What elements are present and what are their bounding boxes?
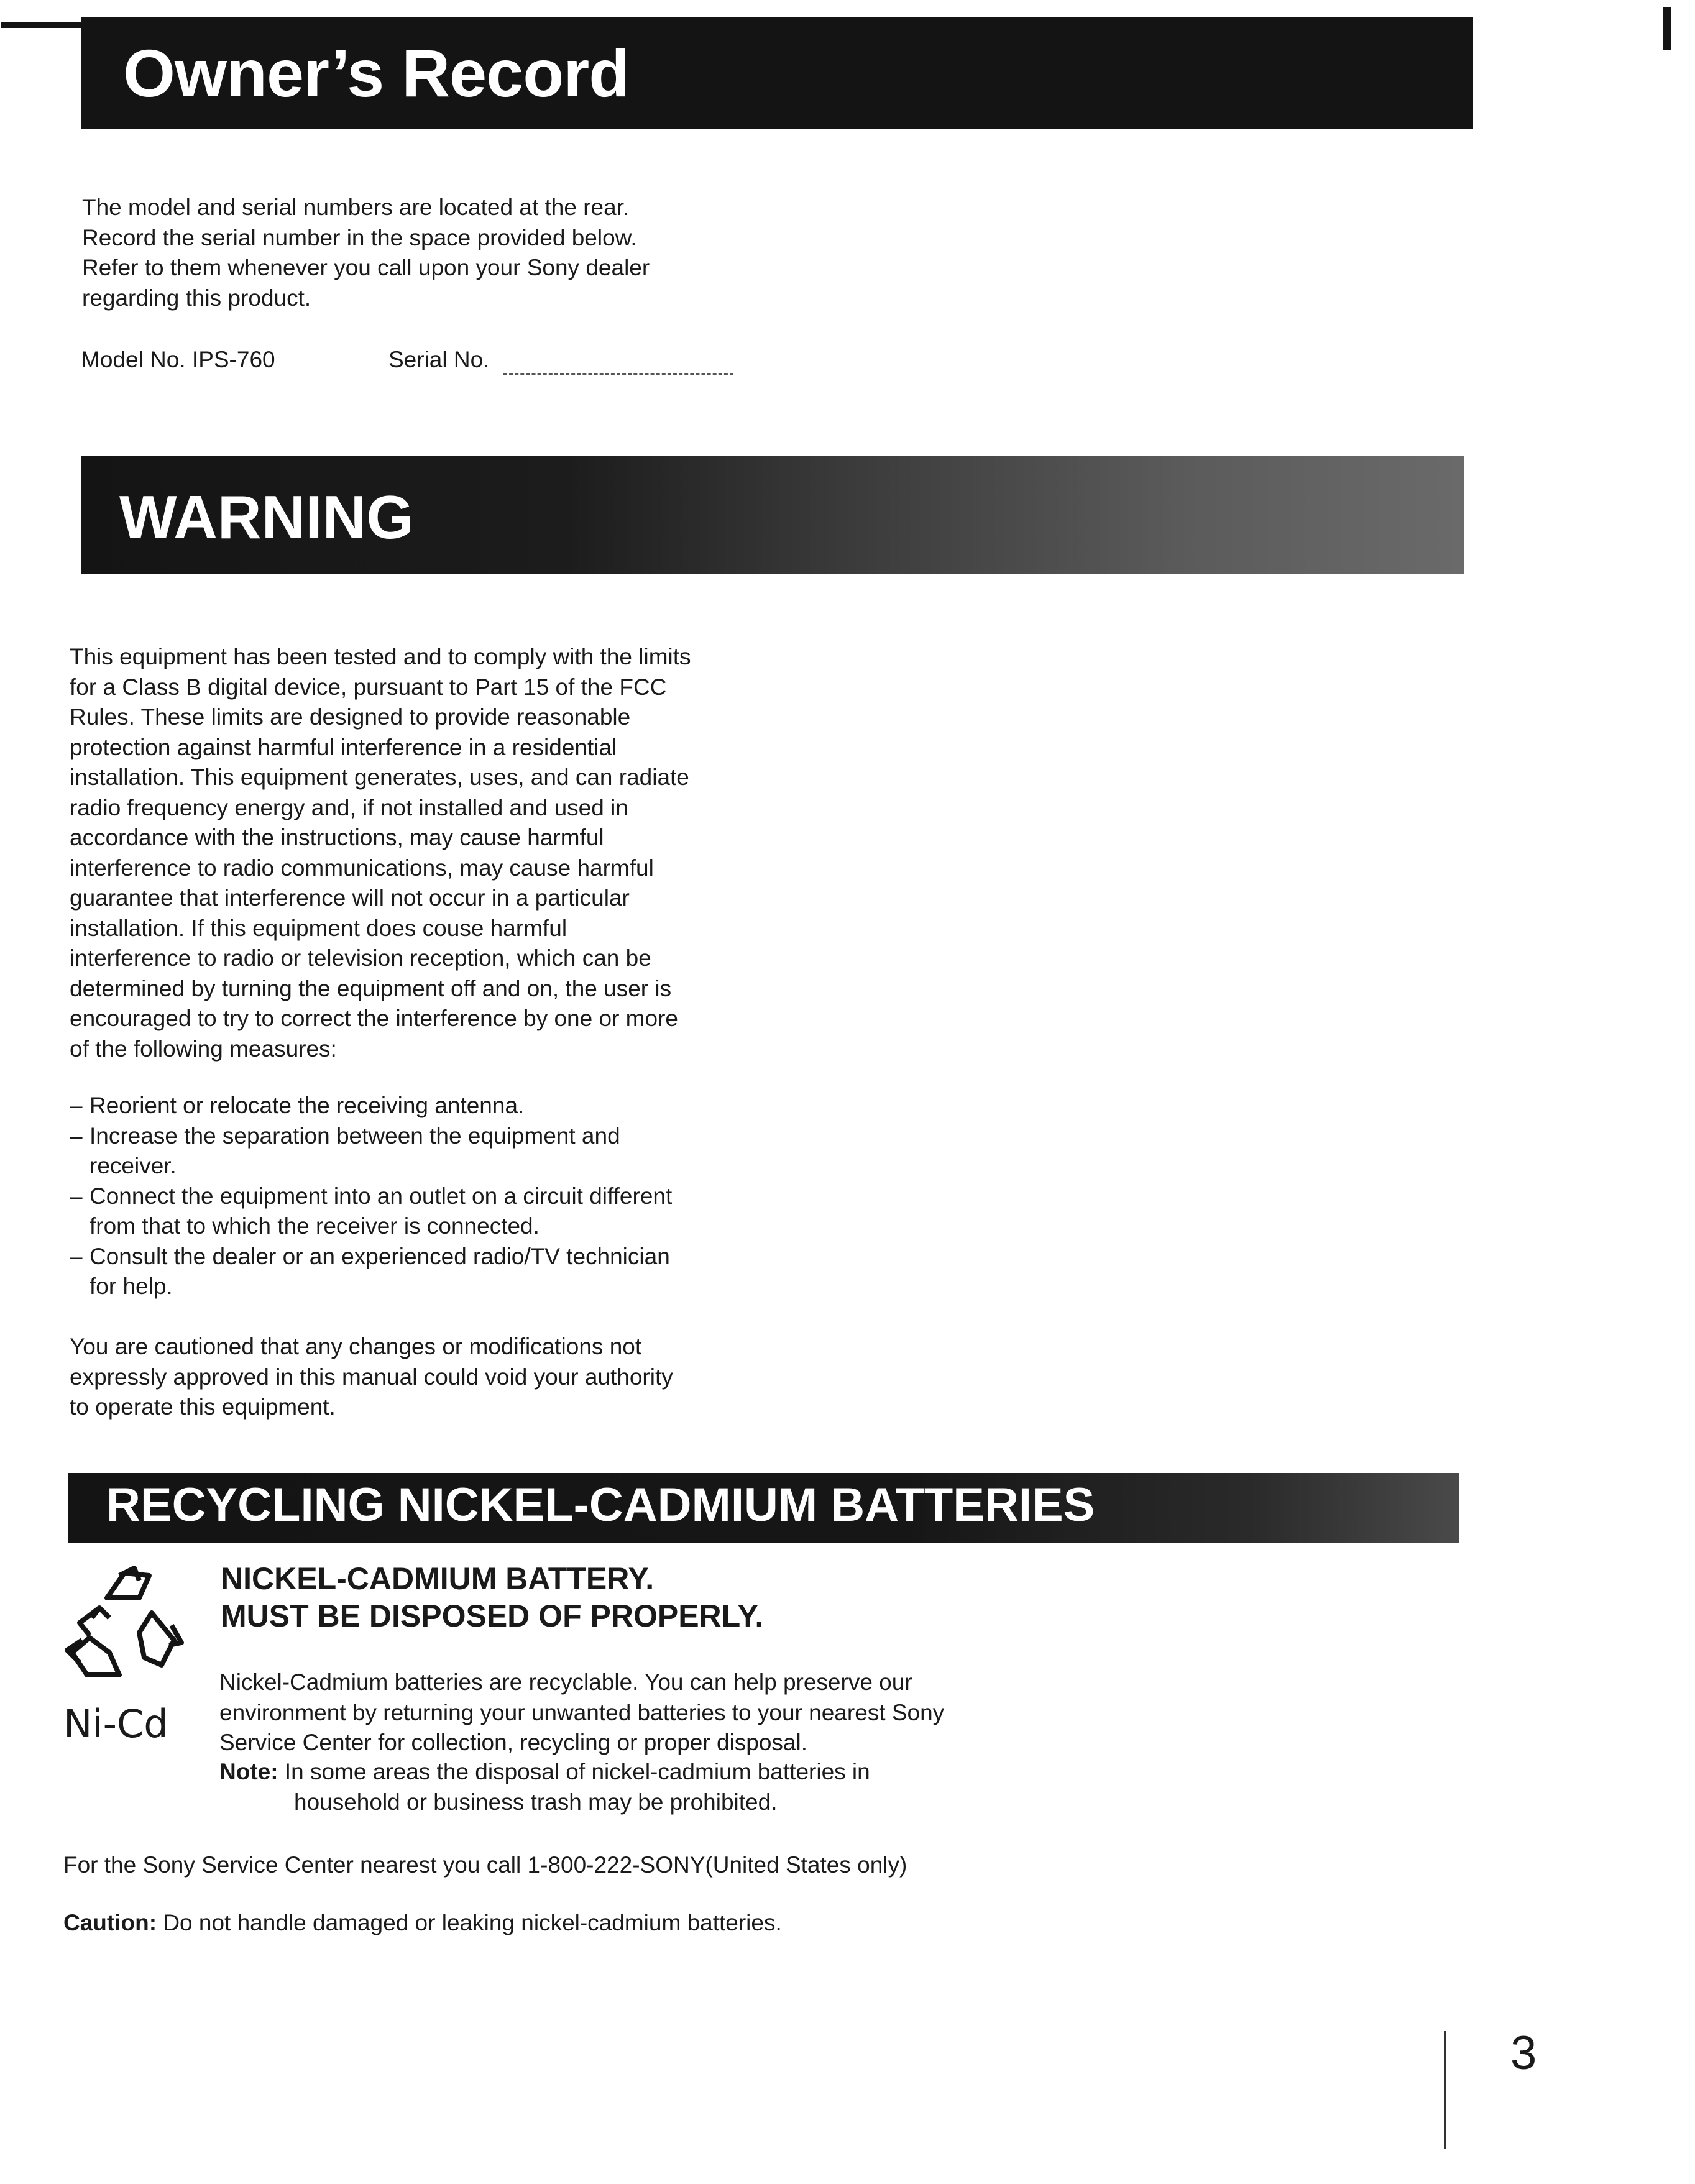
fcc-line: of the following measures: — [70, 1035, 337, 1062]
measure-line: from that to which the receiver is connected. — [90, 1213, 540, 1239]
modification-caution — [70, 1332, 673, 1423]
fcc-line: protection against harmful interference in a residential — [70, 734, 617, 760]
header-rule-accent — [1, 22, 87, 28]
warning-title: WARNING — [119, 483, 414, 551]
fcc-line: installation. This equipment generates, uses, and can radiate — [70, 764, 689, 790]
list-item: – Reorient or relocate the receiving antenna. — [70, 1091, 672, 1121]
serial-number-label: Serial No. — [388, 347, 490, 372]
recycling-line: Nickel-Cadmium batteries are recyclable. You can help preserve our — [219, 1669, 912, 1695]
fcc-line: determined by turning the equipment off and on, the user is — [70, 975, 672, 1001]
measure-line: Increase the separation between the equipment and — [90, 1122, 620, 1149]
fcc-line: interference to radio communications, may cause harmful — [70, 855, 654, 881]
fcc-line: Rules. These limits are designed to provide reasonable — [70, 704, 631, 730]
owners-record-intro — [82, 193, 650, 313]
battery-heading — [221, 1560, 763, 1635]
list-item: – Consult the dealer or an experienced radio/TV technician for help. — [70, 1242, 672, 1302]
list-item: – Connect the equipment into an outlet on a circuit different from that to which the receiver is connected. — [70, 1181, 672, 1242]
fcc-line: interference to radio or television reception, which can be — [70, 945, 651, 971]
fcc-line: This equipment has been tested and to comply with the limits — [70, 644, 691, 669]
battery-caution — [63, 1908, 782, 1939]
recycling-line: Service Center for collection, recycling or proper disposal. — [219, 1730, 807, 1755]
fcc-line: for a Class B digital device, pursuant to Part 15 of the FCC — [70, 674, 667, 700]
fcc-line: radio frequency energy and, if not installed and used in — [70, 794, 628, 820]
measures-list — [70, 1091, 672, 1302]
page-number: 3 — [1510, 2027, 1537, 2080]
list-item: – Increase the separation between the equipment and receiver. — [70, 1121, 672, 1181]
caution-label: Caution: — [63, 1910, 157, 1935]
service-center-line: For the Sony Service Center nearest you call 1-800-222-SONY(United States only) — [63, 1852, 907, 1878]
fcc-statement — [70, 642, 691, 1064]
recycling-text — [219, 1668, 944, 1758]
note-line: household or business trash may be prohibited. — [294, 1789, 778, 1815]
owners-record-title: Owner’s Record — [123, 35, 630, 111]
intro-line: Refer to them whenever you call upon your Sony dealer — [82, 255, 650, 280]
note-line: In some areas the disposal of nickel-cadmium batteries in — [284, 1759, 870, 1784]
measure-line: Consult the dealer or an experienced radio/TV technician — [90, 1243, 670, 1269]
recycle-icon — [62, 1563, 186, 1687]
owners-record-header — [81, 17, 1473, 129]
fcc-line: accordance with the instructions, may cause harmful — [70, 825, 604, 850]
fcc-line: guarantee that interference will not occur in a particular — [70, 885, 630, 911]
disposal-note — [219, 1757, 870, 1817]
measure-line: Connect the equipment into an outlet on a circuit different — [90, 1183, 673, 1209]
measure-line: Reorient or relocate the receiving antenna. — [90, 1093, 525, 1118]
battery-heading-line: NICKEL-CADMIUM BATTERY. — [221, 1561, 655, 1596]
modification-line: You are cautioned that any changes or modifications not — [70, 1334, 642, 1359]
model-number: Model No. IPS-760 — [81, 347, 275, 372]
fcc-line: encouraged to try to correct the interference by one or more — [70, 1006, 678, 1031]
page-number-rule — [1444, 2031, 1446, 2149]
margin-mark — [1663, 7, 1671, 50]
measure-line: receiver. — [90, 1153, 177, 1178]
battery-heading-line: MUST BE DISPOSED OF PROPERLY. — [221, 1599, 764, 1633]
modification-line: expressly approved in this manual could void your authority — [70, 1364, 673, 1390]
intro-line: Record the serial number in the space provided below. — [82, 224, 637, 250]
modification-line: to operate this equipment. — [70, 1394, 336, 1420]
fcc-line: installation. If this equipment does couse harmful — [70, 915, 567, 941]
recycling-line: environment by returning your unwanted batteries to your nearest Sony — [219, 1699, 945, 1725]
intro-line: The model and serial numbers are located at the rear. — [82, 195, 630, 220]
warning-header — [81, 456, 1464, 574]
intro-line: regarding this product. — [82, 285, 311, 311]
nicd-label: Ni-Cd — [63, 1701, 168, 1746]
serial-number-blank — [503, 373, 733, 375]
measure-line: for help. — [90, 1273, 173, 1299]
recycling-title: RECYCLING NICKEL-CADMIUM BATTERIES — [106, 1479, 1095, 1531]
caution-text: Do not handle damaged or leaking nickel-cadmium batteries. — [163, 1910, 782, 1935]
note-label: Note: — [219, 1759, 278, 1784]
recycling-header — [68, 1473, 1459, 1543]
